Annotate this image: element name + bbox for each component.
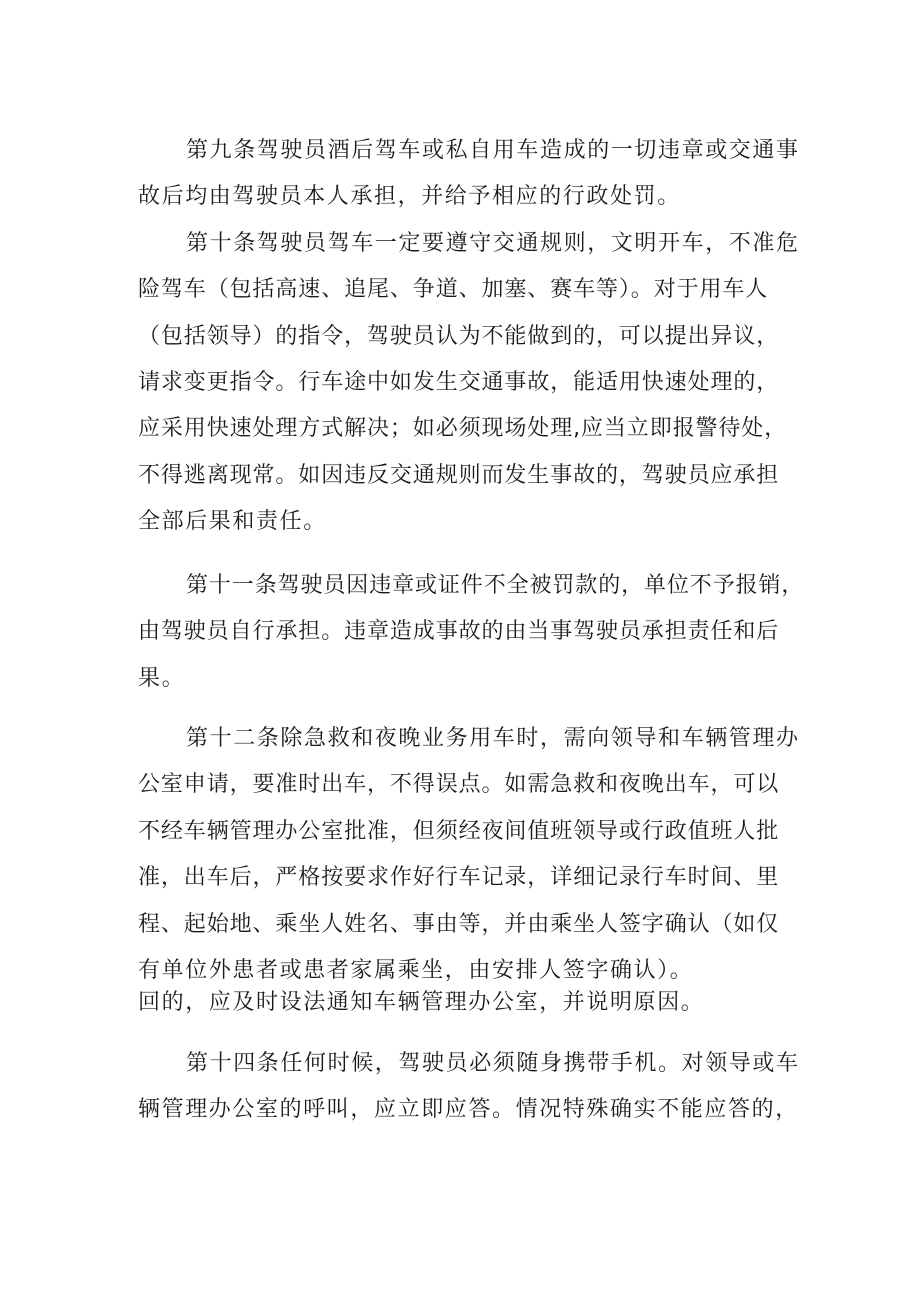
text-line: 第十一条驾驶员因违章或证件不全被罚款的，单位不予报销， (186, 573, 805, 598)
text-line: 第十四条任何时候，驾驶员必须随身携带手机。对领导或车 (186, 1051, 800, 1076)
text-line: 故后均由驾驶员本人承担，并给予相应的行政处罚。 (138, 184, 681, 209)
text-line: 程、起始地、乘坐人姓名、事由等，并由乘坐人签字确认（如仅 (138, 912, 780, 937)
text-line: 第九条驾驶员酒后驾车或私自用车造成的一切违章或交通事 (186, 138, 800, 163)
text-line: 不经车辆管理办公室批准，但须经夜间值班领导或行政值班人批 (138, 819, 780, 844)
text-line: 公室申请，要准时出车，不得误点。如需急救和夜晚出车，可以 (138, 772, 780, 797)
text-line: 请求变更指令。行车途中如发生交通事故，能适用快速处理的， (138, 370, 780, 395)
text-line: 有单位外患者或患者家属乘坐，由安排人签字确认）。 (138, 958, 694, 983)
text-line: 由驾驶员自行承担。违章造成事故的由当事驾驶员承担责任和后 (138, 619, 780, 644)
text-line: 应采用快速处理方式解决；如必须现场处理,应当立即报警待处， (138, 416, 788, 441)
text-line: 回的，应及时设法通知车辆管理办公室，并说明原因。 (138, 990, 705, 1015)
text-line: 辆管理办公室的呼叫，应立即应答。情况特殊确实不能应答的， (138, 1097, 799, 1122)
text-line: （包括领导）的指令，驾驶员认为不能做到的，可以提出异议， (138, 324, 780, 349)
text-line: 不得逃离现常。如因违反交通规则而发生事故的，驾驶员应承担 (138, 463, 780, 488)
text-line: 第十条驾驶员驾车一定要遵守交通规则，文明开车，不准危 (186, 231, 800, 256)
text-line: 准，出车后，严格按要求作好行车记录，详细记录行车时间、里 (138, 865, 780, 890)
text-line: 第十二条除急救和夜晚业务用车时，需向领导和车辆管理办 (186, 726, 800, 751)
text-line: 险驾车（包括高速、追尾、争道、加塞、赛车等）。对于用车人 (138, 277, 769, 302)
text-line: 果。 (138, 666, 186, 691)
text-line: 全部后果和责任。 (138, 509, 327, 534)
